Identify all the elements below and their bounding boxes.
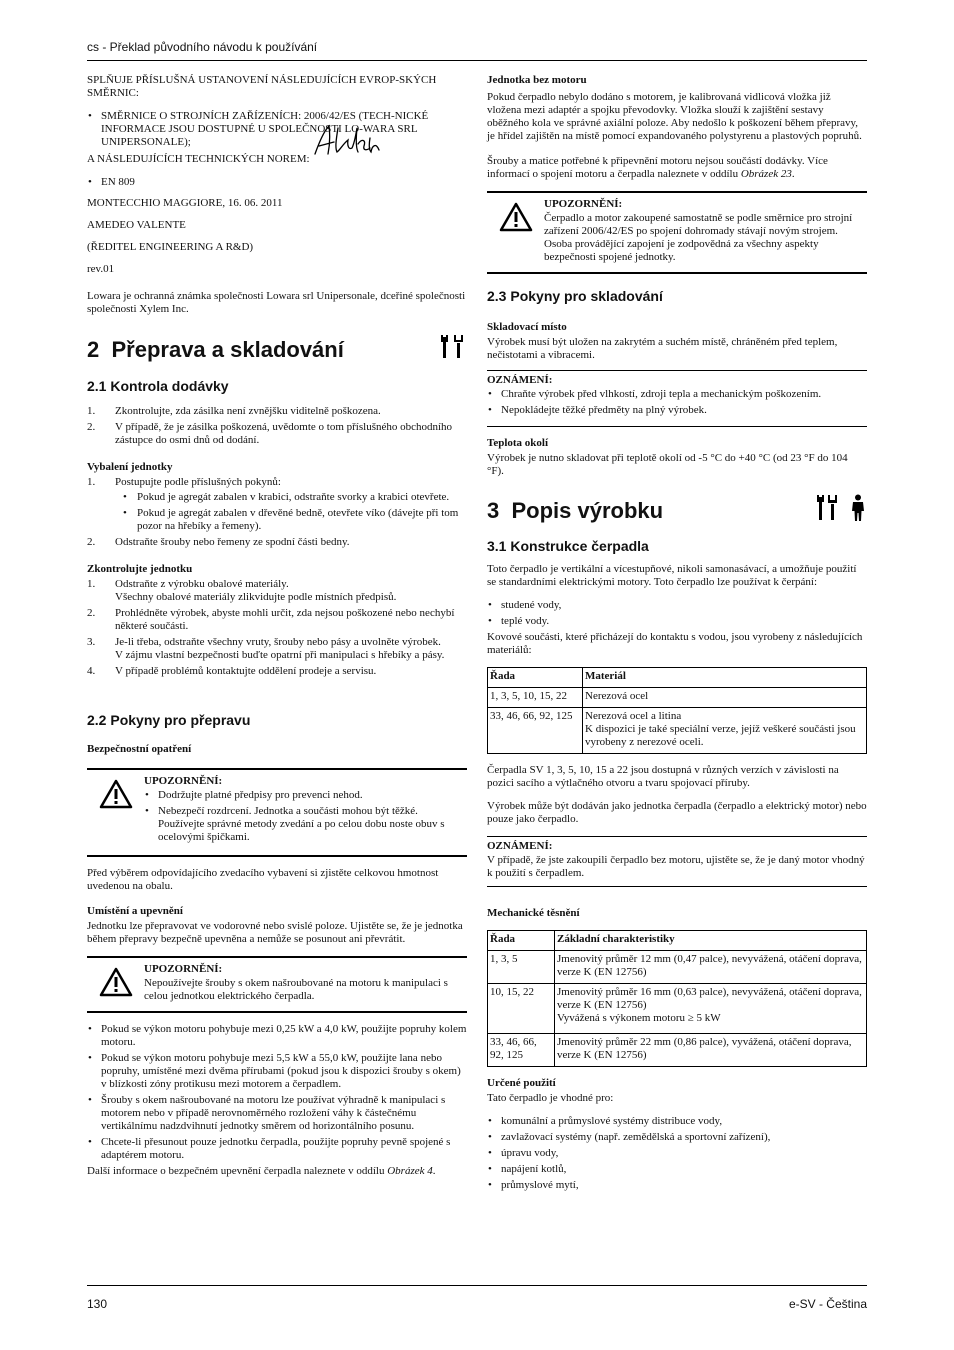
- notice-text: V případě, že jste zakoupili čerpadlo bez motoru, ujistěte se, že je daný motor vhodný k použití s čerpadlem.: [487, 854, 865, 879]
- table-header: Materiál: [583, 668, 867, 688]
- table-row: 1, 3, 5 Jmenovitý průměr 12 mm (0,47 palce), nevyvážená, otáčení doprava, verze K (EN 12756): [488, 951, 867, 984]
- left-column: [87, 74, 467, 1186]
- warning-text: Nepoužívejte šrouby s okem našroubované na motoru k manipulaci s celou jednotkou elektrického čerpadla.: [144, 977, 448, 1002]
- page-number: 130: [87, 1297, 108, 1311]
- declaration-directive: • SMĚRNICE O STROJNÍCH ZAŘÍZENÍCH: 2006/42/ES (TECH-NICKÉ INFORMACE JSOU DOSTUPNÉ U SPOLEČNOSTI LO-WARA SRL UNIPERSONALE);: [87, 110, 467, 149]
- table-header: Řada: [488, 668, 583, 688]
- more-info-text: Další informace o bezpečném upevnění čerpadla naleznete v oddílu Obrázek 4.: [87, 1165, 436, 1177]
- list-item: • Šrouby s okem našroubované na motoru lze používat výhradně k manipulaci s motorem nebo v případě nerovnoměrného rozložení váhy k částečnému vertikálnímu nadzdvihnutí jednotky směrem od horizontálního posunu.: [87, 1094, 467, 1133]
- list-item: • Dodržujte platné předpisy pro prevenci nehod.: [144, 789, 467, 802]
- versions-text: Čerpadla SV 1, 3, 5, 10, 15 a 22 jsou dostupná v různých verzích v závislosti na pozici sacího a výtlačného otvoru a tvaru spojovací příruby.: [487, 764, 839, 789]
- section-2-heading: 2 Přeprava a skladování: [87, 334, 467, 366]
- storage-place-text: Výrobek musí být uložen na zakrytém a suchém místě, chráněném před teplem, nečistotami a vibracemi.: [487, 336, 838, 361]
- list-item: • Pokud se výkon motoru pohybuje mezi 5,5 kW a 55,0 kW, použijte lana nebo popruhy, umístěné mezi dvěma přírubami (pokud jsou k dispozici šrouby s okem) v blízkosti zóny protikusu mezi motorem a čerpadlem.: [87, 1052, 467, 1091]
- warning-box: [87, 768, 467, 857]
- seal-table: [487, 930, 867, 1067]
- footer-document: e-SV - Čeština: [788, 1297, 867, 1311]
- before-lift-text: Před výběrem odpovídajícího zvedacího vybavení si zjistěte celkovou hmotnost uvedenou na obalu.: [87, 867, 439, 892]
- person-icon: [849, 494, 867, 528]
- notice-title: OZNÁMENÍ:: [487, 840, 553, 852]
- declaration-standards-intro: A NÁSLEDUJÍCÍCH TECHNICKÝCH NOREM:: [87, 153, 310, 165]
- list-item: • Nebezpečí rozdrcení. Jednotka a součásti mohou být těžké. Používejte správné metody zvedání a po celou dobu noste obuv s ocelovými špičkami.: [144, 805, 467, 844]
- warning-title: UPOZORNĚNÍ:: [544, 198, 623, 210]
- list-item: 2. Prohlédněte výrobek, abyste mohli určit, zda nejsou poškozené nebo nechybí některé součásti.: [87, 607, 455, 632]
- list-item: • Pokud je agregát zabalen v dřevěné bedně, otevřete víko (dávejte při tom pozor na hřebíky a řemeny).: [115, 507, 467, 533]
- list-item: • Nepokládejte těžké předměty na plný výrobek.: [487, 404, 867, 417]
- no-motor-text: Pokud čerpadlo nebylo dodáno s motorem, je kalibrovaná vidlicová vložka již vložena mezi adaptér a spojku převodovky. Vložka slouží k zajištění sestavy oběžného kola ve správné axiální poloze. Aby nedošlo k poškození během přepravy, je hřídel zajištěn na místě pomocí expandovaného polystyrenu a plastových popruhů.: [487, 91, 862, 142]
- no-motor-text-2: Šrouby a matice potřebné k připevnění motoru nejsou součástí dodávky. Více informací o spojení motoru a čerpadla naleznete v oddílu Obrázek 23.: [487, 155, 828, 180]
- placement-text: Jednotku lze přepravovat ve vodorovné nebo svislé poloze. Ujistěte se, že je jednotka během přepravy bezpečně upevněna a nemůže se posunout ani převrátit.: [87, 920, 463, 945]
- warning-text: Čerpadlo a motor zakoupené samostatně se podle směrnice pro strojní zařízení 2006/42/ES po spojení dohromady stávají novým strojem. Osoba provádějící zapojení je zodpovědná za všechny aspekty bezpečnosti spojené jednotky.: [544, 212, 853, 263]
- list-item: • Pokud se výkon motoru pohybuje mezi 0,25 kW a 4,0 kW, použijte popruhy kolem motoru.: [87, 1023, 467, 1049]
- signature-image: [230, 120, 380, 165]
- list-item: 2. Odstraňte šrouby nebo řemeny ze spodní části bedny.: [87, 536, 350, 548]
- list-item: 1. Odstraňte z výrobku obalové materiály. Všechny obalové materiály zlikvidujte podle místních předpisů.: [87, 578, 397, 603]
- declaration-place-date: MONTECCHIO MAGGIORE, 16. 06. 2011: [87, 197, 283, 209]
- table-header: Řada: [488, 931, 555, 951]
- list-item: • Pokud je agregát zabalen v krabici, odstraňte svorky a krabici otevřete.: [115, 491, 467, 504]
- list-item: • Chcete-li přesunout pouze jednotku čerpadla, použijte popruhy pevně spojené s adaptérem motoru.: [87, 1136, 467, 1162]
- declaration-name: AMEDEO VALENTE: [87, 219, 186, 231]
- list-item: • zavlažovací systémy (např. zemědělská a sportovní zařízení),: [487, 1131, 867, 1144]
- section-3-1-heading: 3.1 Konstrukce čerpadla: [487, 538, 649, 554]
- materials-table: [487, 667, 867, 754]
- footer-rule: [87, 1285, 867, 1286]
- placement-heading: Umístění a upevnění: [87, 905, 183, 917]
- check-heading: Zkontrolujte jednotku: [87, 563, 193, 575]
- seal-heading: Mechanické těsnění: [487, 907, 580, 919]
- section-3-heading: 3 Popis výrobku: [487, 494, 867, 528]
- table-header: Základní charakteristiky: [555, 931, 867, 951]
- temperature-text: Výrobek je nutno skladovat při teplotě okolí od -5 °C do +40 °C (od 23 °F do 104 °F).: [487, 452, 848, 477]
- warning-box: [487, 191, 867, 274]
- notice-title: OZNÁMENÍ:: [487, 374, 553, 386]
- figure-reference[interactable]: Obrázek 23: [740, 168, 792, 180]
- table-row: 33, 46, 66, 92, 125 Nerezová ocel a litina K dispozici je také speciální verze, jejíž veškeré součásti jsou vyrobeny z nerezové oceli.: [488, 708, 867, 754]
- unpack-heading: Vybalení jednotky: [87, 461, 173, 473]
- list-item: • Chraňte výrobek před vlhkostí, zdroji tepla a mechanickým poškozením.: [487, 388, 867, 401]
- list-item: • studené vody,: [487, 599, 867, 612]
- warning-triangle-icon: [87, 963, 144, 1003]
- warning-title: UPOZORNĚNÍ:: [144, 775, 223, 787]
- table-row: 10, 15, 22 Jmenovitý průměr 16 mm (0,63 palce), nevyvážená, otáčení doprava, verze K (EN 12756) Vyvážená s výkonem motoru ≥ 5 kW: [488, 984, 867, 1034]
- list-item: 4. V případě problémů kontaktujte oddělení prodeje a servisu.: [87, 665, 377, 677]
- table-row: 33, 46, 66, 92, 125 Jmenovitý průměr 22 mm (0,86 palce), vyvážená, otáčení doprava, verze K (EN 12756): [488, 1034, 867, 1067]
- trademark-note: Lowara je ochranná známka společnosti Lowara srl Unipersonale, dceřiné společnosti společnosti Xylem Inc.: [87, 290, 466, 315]
- safety-heading: Bezpečnostní opatření: [87, 743, 192, 755]
- list-item: • komunální a průmyslové systémy distribuce vody,: [487, 1115, 867, 1128]
- list-item: 1. Postupujte podle příslušných pokynů: • Pokud je agregát zabalen v krabici, odstraňte svorky a krabici otevřete. • Pokud je agregát zabalen v dřevěné bedně, otevřete víko (dávejte při tom pozor na hřebíky a řemeny).: [87, 476, 467, 533]
- declaration-revision: rev.01: [87, 263, 115, 275]
- no-motor-heading: Jednotka bez motoru: [487, 74, 587, 86]
- warning-triangle-icon: [487, 198, 544, 264]
- list-item: • průmyslové mytí,: [487, 1179, 867, 1192]
- declaration-role: (ŘEDITEL ENGINEERING A R&D): [87, 241, 254, 253]
- list-item: • teplé vody.: [487, 615, 867, 628]
- declaration-intro: SPLŇUJE PŘÍSLUŠNÁ USTANOVENÍ NÁSLEDUJÍCÍCH EVROP-SKÝCH SMĚRNIC:: [87, 74, 437, 99]
- running-header: cs - Překlad původního návodu k používání: [87, 40, 318, 54]
- table-row: 1, 3, 5, 10, 15, 22 Nerezová ocel: [488, 688, 867, 708]
- intended-use-heading: Určené použití: [487, 1077, 556, 1089]
- header-rule: [87, 60, 867, 61]
- list-item: 3. Je-li třeba, odstraňte všechny vruty, šrouby nebo pásy a uvolněte výrobek. V zájmu vlastní bezpečnosti buďte opatrní při manipulaci s hřebíky a pásy.: [87, 636, 445, 661]
- section-2-1-heading: 2.1 Kontrola dodávky: [87, 378, 229, 394]
- figure-reference[interactable]: Obrázek 4: [387, 1165, 433, 1177]
- list-item: • napájení kotlů,: [487, 1163, 867, 1176]
- section-2-2-heading: 2.2 Pokyny pro přepravu: [87, 712, 251, 728]
- temperature-heading: Teplota okolí: [487, 437, 549, 449]
- intended-use-intro: Tato čerpadlo je vhodné pro:: [487, 1092, 614, 1104]
- warning-title: UPOZORNĚNÍ:: [144, 963, 223, 975]
- warning-triangle-icon: [87, 775, 144, 847]
- list-item: • úpravu vody,: [487, 1147, 867, 1160]
- materials-intro-text: Kovové součásti, které přicházejí do kontaktu s vodou, jsou vyrobeny z následujících materiálů:: [487, 631, 863, 656]
- list-item: 1. Zkontrolujte, zda zásilka není zvnějšku viditelně poškozena.: [87, 405, 381, 417]
- notice-box: [487, 370, 867, 427]
- storage-place-heading: Skladovací místo: [487, 321, 567, 333]
- warning-box: [87, 956, 467, 1013]
- declaration-standard: • EN 809: [87, 176, 467, 189]
- supply-text: Výrobek může být dodáván jako jednotka čerpadla (čerpadlo a elektrický motor) nebo pouze jako čerpadlo.: [487, 800, 867, 825]
- tools-icon: [815, 494, 839, 528]
- tools-icon: [439, 334, 467, 366]
- pump-intro-text: Toto čerpadlo je vertikální a vícestupňové, nikoli samonasávací, a umožňuje použití se standardními elektrickými motory. Toto čerpadlo lze používat k čerpání:: [487, 563, 857, 588]
- section-2-3-heading: 2.3 Pokyny pro skladování: [487, 288, 663, 304]
- notice-box: [487, 836, 867, 887]
- list-item: 2. V případě, že je zásilka poškozená, uvědomte o tom příslušného obchodního zástupce do osmi dnů od dodání.: [87, 421, 453, 446]
- right-column: [487, 74, 867, 1200]
